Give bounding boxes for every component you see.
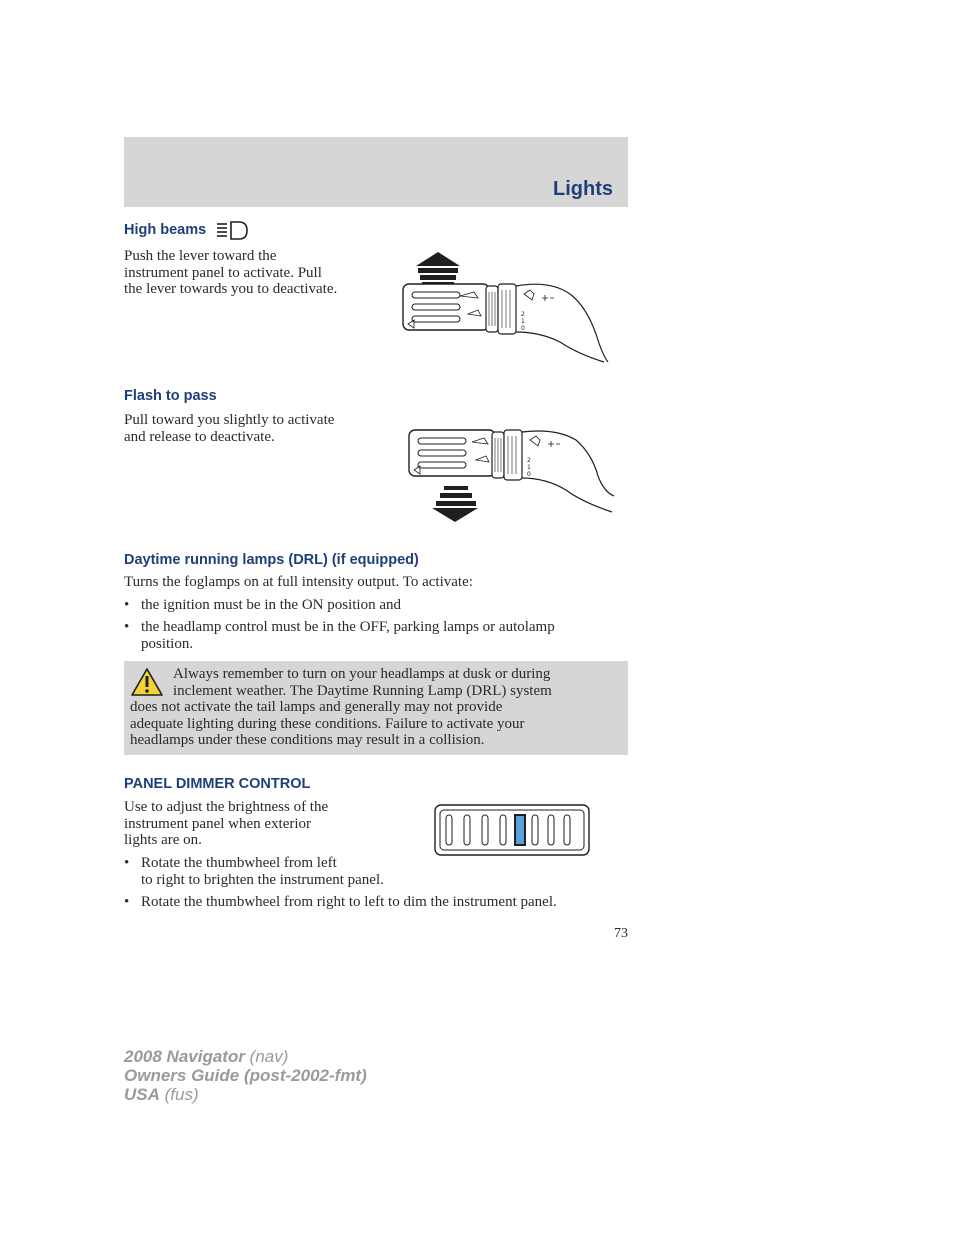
bullet-text: the headlamp control must be in the OFF, parking lamps or autolamp [141, 619, 555, 635]
svg-text:1: 1 [521, 318, 525, 325]
footer-line: Owners Guide (post-2002-fmt) [124, 1066, 367, 1085]
bullet-text: to right to brighten the instrument panel. [141, 872, 384, 888]
high-beam-icon [217, 221, 249, 241]
panel-dimmer-text [124, 799, 328, 849]
text-line: instrument panel to activate. Pull [124, 264, 322, 281]
svg-text:0: 0 [521, 325, 525, 332]
flash-to-pass-lever-illustration [406, 426, 616, 524]
panel-dimmer-heading: PANEL DIMMER CONTROL [124, 776, 311, 792]
flash-to-pass-text [124, 412, 334, 445]
document-footer [124, 1047, 367, 1104]
svg-text:0: 0 [527, 471, 531, 478]
drl-intro: Turns the foglamps on at full intensity output. To activate: [124, 574, 473, 590]
warning-line: inclement weather. The Daytime Running Lamp (DRL) system [173, 682, 552, 699]
svg-text:1: 1 [527, 464, 531, 471]
high-beams-heading [124, 222, 206, 238]
high-beams-text [124, 248, 337, 298]
warning-box [124, 661, 628, 755]
section-header-band [124, 137, 628, 207]
high-beams-heading-text: High beams [124, 222, 207, 238]
text-line: and release to deactivate. [124, 428, 275, 445]
bullet-dot: • [124, 855, 130, 871]
flash-to-pass-heading: Flash to pass [124, 388, 217, 404]
footer-line: 2008 Navigator (nav) [124, 1047, 289, 1066]
high-beam-lever-illustration [400, 250, 610, 368]
bullet-text: position. [141, 636, 194, 652]
svg-text:2: 2 [521, 311, 525, 318]
bullet-dot: • [124, 597, 130, 613]
warning-line: adequate lighting during these conditions. Failure to activate your [130, 715, 525, 732]
warning-text [130, 666, 622, 749]
bullet-text: Rotate the thumbwheel from left [141, 855, 337, 871]
footer-line: USA (fus) [124, 1085, 199, 1104]
warning-line: does not activate the tail lamps and generally may not provide [130, 699, 503, 715]
text-line: Push the lever toward the [124, 248, 277, 264]
svg-text:2: 2 [527, 457, 531, 464]
page-number: 73 [614, 926, 628, 941]
warning-line: headlamps under these conditions may result in a collision. [130, 732, 485, 748]
text-line: the lever towards you to deactivate. [124, 281, 338, 297]
bullet-dot: • [124, 894, 130, 910]
text-line: Use to adjust the brightness of the [124, 799, 329, 815]
drl-heading: Daytime running lamps (DRL) (if equipped) [124, 552, 419, 568]
text-line: instrument panel when exterior [124, 815, 312, 832]
section-title: Lights [553, 178, 613, 200]
bullet-text: Rotate the thumbwheel from right to left to dim the instrument panel. [141, 894, 557, 910]
bullet-dot: • [124, 619, 130, 635]
panel-dimmer-thumbwheel-illustration [434, 804, 590, 856]
bullet-text: the ignition must be in the ON position and [141, 597, 401, 613]
warning-line: Always remember to turn on your headlamps at dusk or during [173, 666, 551, 682]
arrow-up-icon [416, 252, 460, 266]
arrow-down-icon [432, 508, 478, 522]
text-line: lights are on. [124, 832, 202, 848]
text-line: Pull toward you slightly to activate [124, 412, 335, 428]
